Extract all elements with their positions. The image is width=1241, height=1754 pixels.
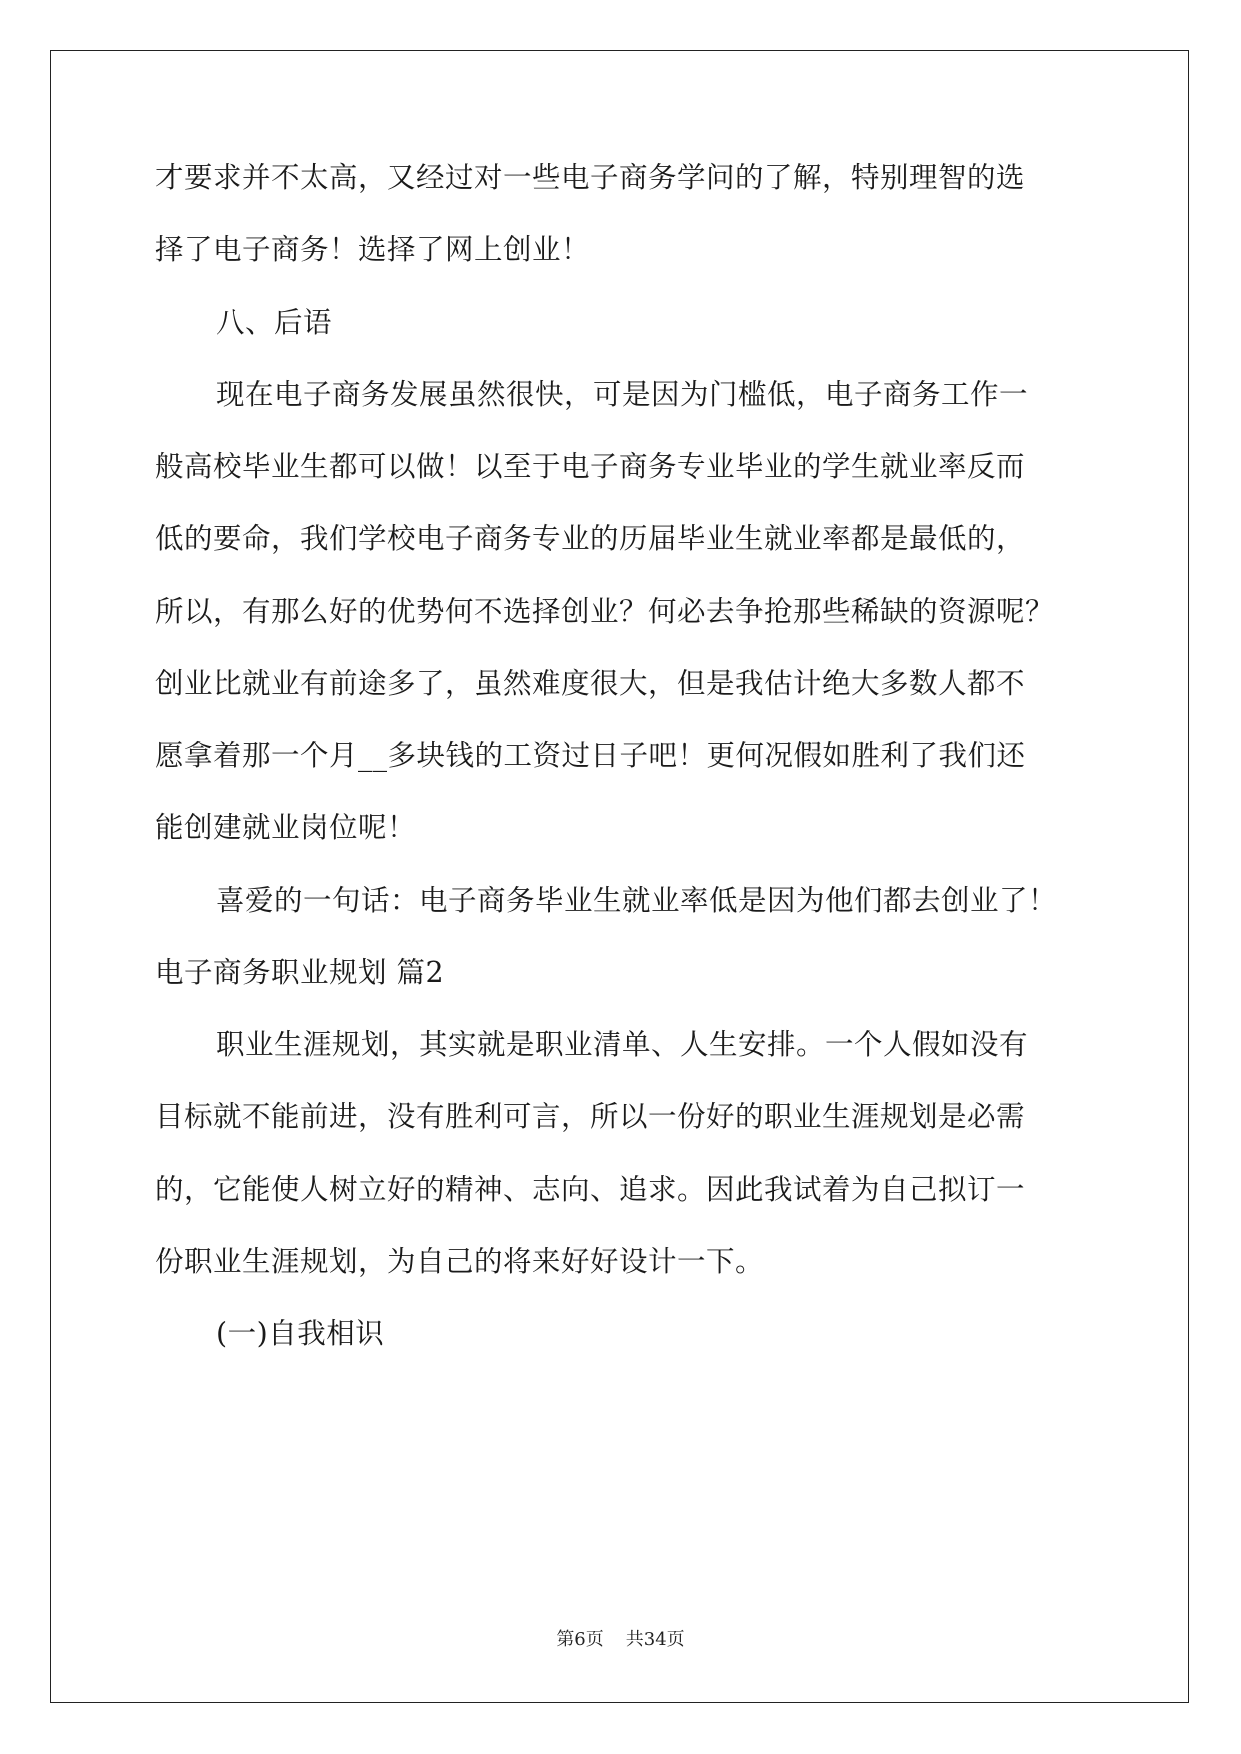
page-number: 第6页 bbox=[556, 1629, 604, 1650]
document-body bbox=[155, 158, 1095, 1354]
text-line: 所以，有那么好的优势何不选择创业？何必去争抢那些稀缺的资源呢？ bbox=[155, 595, 1055, 628]
text-line: 创业比就业有前途多了，虽然难度很大，但是我估计绝大多数人都不 bbox=[155, 667, 1026, 700]
text-line: 现在电子商务发展虽然很快，可是因为门槛低，电子商务工作一 bbox=[216, 378, 1029, 411]
text-line: 目标就不能前进，没有胜利可言，所以一份好的职业生涯规划是必需 bbox=[155, 1100, 1026, 1133]
text-line: 择了电子商务！选择了网上创业！ bbox=[155, 233, 591, 266]
page-total: 共34页 bbox=[625, 1629, 685, 1650]
text-line: 的，它能使人树立好的精神、志向、追求。因此我试着为自己拟订一 bbox=[155, 1173, 1026, 1206]
text-line: 低的要命，我们学校电子商务专业的历届毕业生就业率都是最低的， bbox=[155, 522, 1026, 555]
section-heading-afterword: 八、后语 bbox=[216, 306, 333, 339]
section-heading-self-knowledge: (一)自我相识 bbox=[216, 1317, 385, 1350]
text-line: 般高校毕业生都可以做！以至于电子商务专业毕业的学生就业率反而 bbox=[155, 450, 1026, 483]
page-footer bbox=[0, 1625, 1241, 1651]
text-line: 喜爱的一句话：电子商务毕业生就业率低是因为他们都去创业了！ bbox=[216, 884, 1058, 917]
text-line: 才要求并不太高，又经过对一些电子商务学问的了解，特别理智的选 bbox=[155, 161, 1026, 194]
chapter-title: 电子商务职业规划 篇2 bbox=[155, 956, 445, 989]
text-line: 职业生涯规划，其实就是职业清单、人生安排。一个人假如没有 bbox=[216, 1028, 1029, 1061]
text-line: 能创建就业岗位呢！ bbox=[155, 811, 417, 844]
text-line: 份职业生涯规划，为自己的将来好好设计一下。 bbox=[155, 1245, 765, 1278]
text-line: 愿拿着那一个月__多块钱的工资过日子吧！更何况假如胜利了我们还 bbox=[155, 739, 1026, 772]
